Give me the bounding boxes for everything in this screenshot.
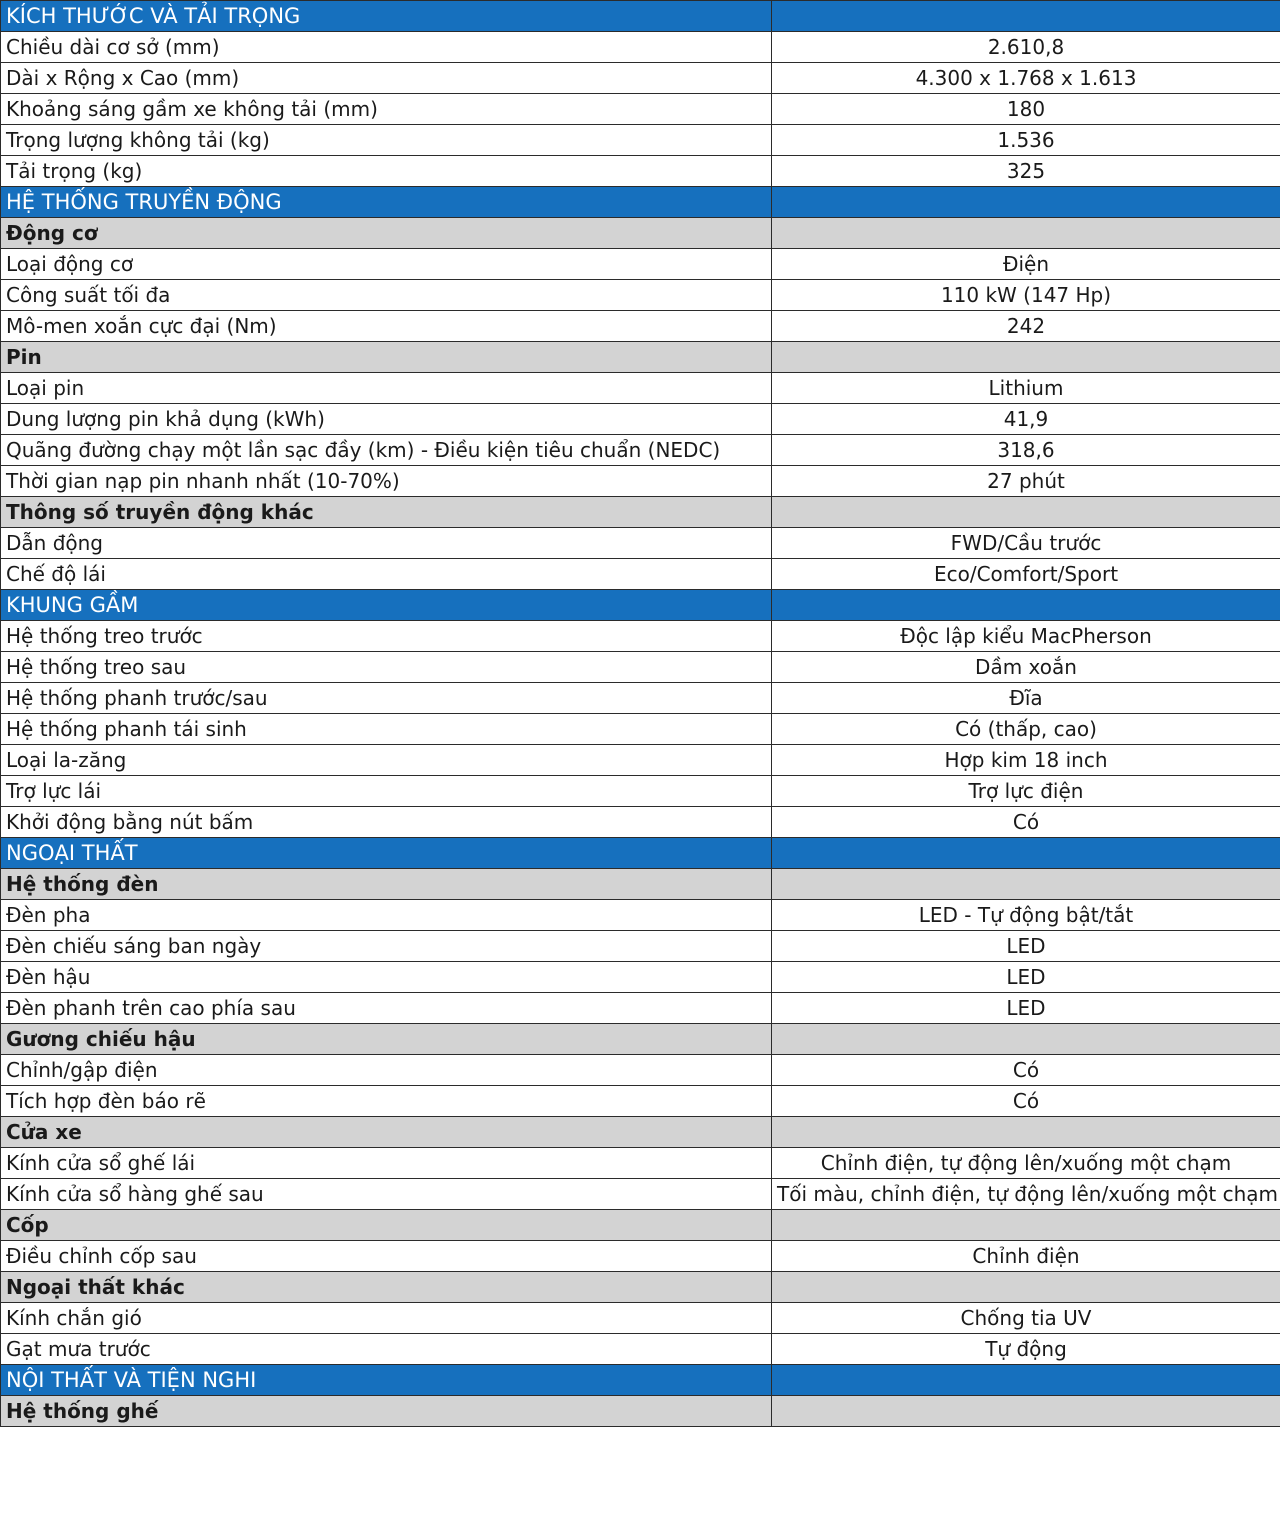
spec-value: Đĩa — [772, 683, 1280, 714]
spec-row — [1, 1086, 1280, 1117]
spec-row — [1, 63, 1280, 94]
spec-label: Kính cửa sổ hàng ghế sau — [1, 1179, 772, 1210]
spec-value: Có — [772, 1086, 1280, 1117]
group-title: Pin — [1, 342, 772, 373]
group-title: Thông số truyền động khác — [1, 497, 772, 528]
spec-row — [1, 1334, 1280, 1365]
spec-row — [1, 1303, 1280, 1334]
group-header-row — [1, 869, 1280, 900]
group-title: Gương chiếu hậu — [1, 1024, 772, 1055]
spec-label: Dung lượng pin khả dụng (kWh) — [1, 404, 772, 435]
group-title: Động cơ — [1, 218, 772, 249]
spec-label: Chỉnh/gập điện — [1, 1055, 772, 1086]
group-header-row — [1, 342, 1280, 373]
header-value-cell — [772, 342, 1280, 373]
section-header-row — [1, 187, 1280, 218]
group-header-row — [1, 1117, 1280, 1148]
spec-value: Trợ lực điện — [772, 776, 1280, 807]
spec-label: Đèn chiếu sáng ban ngày — [1, 931, 772, 962]
spec-row — [1, 559, 1280, 590]
spec-label: Thời gian nạp pin nhanh nhất (10-70%) — [1, 466, 772, 497]
spec-row — [1, 528, 1280, 559]
group-title: Cửa xe — [1, 1117, 772, 1148]
spec-row — [1, 1148, 1280, 1179]
spec-row — [1, 373, 1280, 404]
header-value-cell — [772, 1117, 1280, 1148]
spec-value: Tối màu, chỉnh điện, tự động lên/xuống một chạm — [772, 1179, 1280, 1210]
spec-row — [1, 962, 1280, 993]
spec-value: Lithium — [772, 373, 1280, 404]
spec-value: Chỉnh điện, tự động lên/xuống một chạm — [772, 1148, 1280, 1179]
spec-row — [1, 32, 1280, 63]
spec-row — [1, 1241, 1280, 1272]
spec-label: Loại động cơ — [1, 249, 772, 280]
spec-row — [1, 714, 1280, 745]
spec-label: Tích hợp đèn báo rẽ — [1, 1086, 772, 1117]
spec-label: Loại la-zăng — [1, 745, 772, 776]
spec-label: Điều chỉnh cốp sau — [1, 1241, 772, 1272]
spec-row — [1, 807, 1280, 838]
header-value-cell — [772, 1210, 1280, 1241]
spec-label: Đèn hậu — [1, 962, 772, 993]
spec-value: Hợp kim 18 inch — [772, 745, 1280, 776]
spec-table-body — [1, 1, 1280, 1427]
spec-row — [1, 435, 1280, 466]
section-header-row — [1, 1365, 1280, 1396]
spec-label: Đèn phanh trên cao phía sau — [1, 993, 772, 1024]
spec-row — [1, 280, 1280, 311]
group-title: Hệ thống đèn — [1, 869, 772, 900]
spec-value: LED — [772, 931, 1280, 962]
header-value-cell — [772, 1024, 1280, 1055]
section-header-row — [1, 590, 1280, 621]
spec-label: Hệ thống treo trước — [1, 621, 772, 652]
spec-value: 110 kW (147 Hp) — [772, 280, 1280, 311]
spec-row — [1, 776, 1280, 807]
spec-value: 4.300 x 1.768 x 1.613 — [772, 63, 1280, 94]
group-header-row — [1, 1024, 1280, 1055]
spec-label: Dài x Rộng x Cao (mm) — [1, 63, 772, 94]
section-title: KHUNG GẦM — [1, 590, 772, 621]
header-value-cell — [772, 1365, 1280, 1396]
section-title: KÍCH THƯỚC VÀ TẢI TRỌNG — [1, 1, 772, 32]
spec-label: Đèn pha — [1, 900, 772, 931]
spec-row — [1, 683, 1280, 714]
group-title: Hệ thống ghế — [1, 1396, 772, 1427]
spec-row — [1, 900, 1280, 931]
spec-value: Chống tia UV — [772, 1303, 1280, 1334]
group-header-row — [1, 1210, 1280, 1241]
spec-row — [1, 156, 1280, 187]
spec-value: Eco/Comfort/Sport — [772, 559, 1280, 590]
spec-label: Trọng lượng không tải (kg) — [1, 125, 772, 156]
spec-row — [1, 404, 1280, 435]
spec-value: LED — [772, 993, 1280, 1024]
group-title: Cốp — [1, 1210, 772, 1241]
spec-value: 318,6 — [772, 435, 1280, 466]
spec-label: Hệ thống phanh trước/sau — [1, 683, 772, 714]
header-value-cell — [772, 1, 1280, 32]
group-header-row — [1, 497, 1280, 528]
spec-row — [1, 1179, 1280, 1210]
spec-row — [1, 621, 1280, 652]
group-header-row — [1, 1396, 1280, 1427]
spec-value: 27 phút — [772, 466, 1280, 497]
spec-value: 325 — [772, 156, 1280, 187]
spec-label: Khởi động bằng nút bấm — [1, 807, 772, 838]
spec-value: LED — [772, 962, 1280, 993]
header-value-cell — [772, 838, 1280, 869]
spec-row — [1, 249, 1280, 280]
spec-row — [1, 125, 1280, 156]
header-value-cell — [772, 869, 1280, 900]
spec-label: Tải trọng (kg) — [1, 156, 772, 187]
header-value-cell — [772, 218, 1280, 249]
spec-row — [1, 466, 1280, 497]
section-title: NGOẠI THẤT — [1, 838, 772, 869]
spec-label: Kính cửa sổ ghế lái — [1, 1148, 772, 1179]
spec-row — [1, 94, 1280, 125]
spec-label: Dẫn động — [1, 528, 772, 559]
header-value-cell — [772, 497, 1280, 528]
section-header-row — [1, 1, 1280, 32]
spec-label: Khoảng sáng gầm xe không tải (mm) — [1, 94, 772, 125]
spec-label: Quãng đường chạy một lần sạc đầy (km) - Điều kiện tiêu chuẩn (NEDC) — [1, 435, 772, 466]
spec-row — [1, 931, 1280, 962]
spec-label: Hệ thống phanh tái sinh — [1, 714, 772, 745]
spec-value: 41,9 — [772, 404, 1280, 435]
spec-label: Công suất tối đa — [1, 280, 772, 311]
spec-label: Hệ thống treo sau — [1, 652, 772, 683]
header-value-cell — [772, 590, 1280, 621]
spec-value: Có — [772, 1055, 1280, 1086]
section-header-row — [1, 838, 1280, 869]
spec-label: Chiều dài cơ sở (mm) — [1, 32, 772, 63]
group-header-row — [1, 218, 1280, 249]
spec-row — [1, 745, 1280, 776]
spec-value: Điện — [772, 249, 1280, 280]
section-title: HỆ THỐNG TRUYỀN ĐỘNG — [1, 187, 772, 218]
spec-label: Kính chắn gió — [1, 1303, 772, 1334]
spec-value: 1.536 — [772, 125, 1280, 156]
section-title: NỘI THẤT VÀ TIỆN NGHI — [1, 1365, 772, 1396]
header-value-cell — [772, 187, 1280, 218]
spec-row — [1, 652, 1280, 683]
spec-row — [1, 311, 1280, 342]
spec-value: Chỉnh điện — [772, 1241, 1280, 1272]
spec-label: Trợ lực lái — [1, 776, 772, 807]
spec-value: 242 — [772, 311, 1280, 342]
spec-label: Gạt mưa trước — [1, 1334, 772, 1365]
spec-row — [1, 993, 1280, 1024]
header-value-cell — [772, 1396, 1280, 1427]
spec-value: Tự động — [772, 1334, 1280, 1365]
spec-value: FWD/Cầu trước — [772, 528, 1280, 559]
spec-label: Chế độ lái — [1, 559, 772, 590]
spec-label: Loại pin — [1, 373, 772, 404]
spec-value: 2.610,8 — [772, 32, 1280, 63]
header-value-cell — [772, 1272, 1280, 1303]
spec-value: Có — [772, 807, 1280, 838]
group-title: Ngoại thất khác — [1, 1272, 772, 1303]
spec-value: Độc lập kiểu MacPherson — [772, 621, 1280, 652]
spec-label: Mô-men xoắn cực đại (Nm) — [1, 311, 772, 342]
spec-row — [1, 1055, 1280, 1086]
spec-value: 180 — [772, 94, 1280, 125]
group-header-row — [1, 1272, 1280, 1303]
spec-value: Có (thấp, cao) — [772, 714, 1280, 745]
spec-value: LED - Tự động bật/tắt — [772, 900, 1280, 931]
spec-value: Dầm xoắn — [772, 652, 1280, 683]
